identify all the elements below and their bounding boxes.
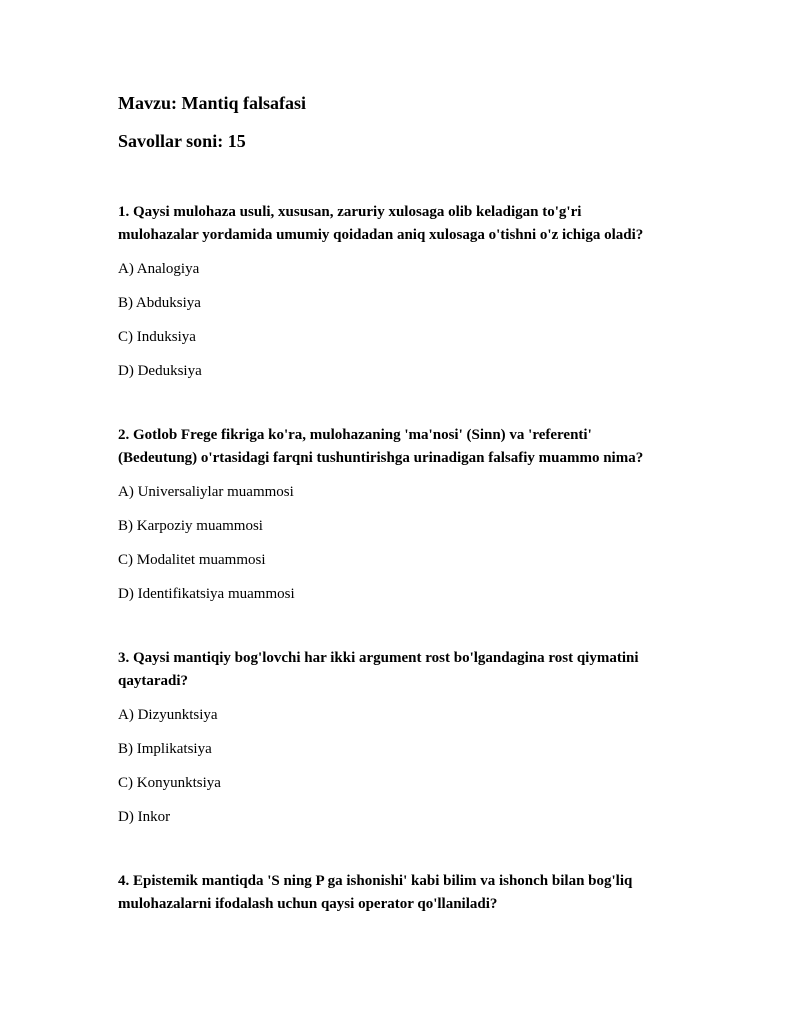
question-line: 4. Epistemik mantiqda 'S ning P ga ishonishi' kabi bilim va ishonch bilan bog'liq <box>118 873 633 889</box>
answer-option: A) Analogiya <box>118 261 200 277</box>
question-line: 3. Qaysi mantiqiy bog'lovchi har ikki argument rost bo'lgandagina rost qiymatini <box>118 650 639 666</box>
answer-option: B) Karpoziy muammosi <box>118 518 263 534</box>
answer-option: A) Universaliylar muammosi <box>118 484 294 500</box>
topic-heading: Mavzu: Mantiq falsafasi <box>118 93 306 113</box>
question-block <box>118 647 698 827</box>
question-text <box>118 201 698 247</box>
question-text <box>118 424 698 470</box>
answer-option: D) Inkor <box>118 809 171 825</box>
answer-option: B) Abduksiya <box>118 295 201 311</box>
question-line: qaytaradi? <box>118 673 189 689</box>
question-block <box>118 870 698 916</box>
question-text <box>118 647 698 693</box>
question-line: 1. Qaysi mulohaza usuli, xususan, zaruriy xulosaga olib keladigan to'g'ri <box>118 204 582 220</box>
question-block <box>118 424 698 604</box>
answer-option: D) Deduksiya <box>118 363 202 379</box>
question-line: 2. Gotlob Frege fikriga ko'ra, mulohazaning 'ma'nosi' (Sinn) va 'referenti' <box>118 427 592 443</box>
answer-option: C) Konyunktsiya <box>118 775 221 791</box>
answer-option: C) Modalitet muammosi <box>118 552 266 568</box>
answer-option: A) Dizyunktsiya <box>118 707 218 723</box>
question-line: mulohazalar yordamida umumiy qoidadan aniq xulosaga o'tishni o'z ichiga oladi? <box>118 227 644 243</box>
question-line: mulohazalarni ifodalash uchun qaysi operator qo'llaniladi? <box>118 896 498 912</box>
answer-option: D) Identifikatsiya muammosi <box>118 586 295 602</box>
answer-option: C) Induksiya <box>118 329 196 345</box>
question-line: (Bedeutung) o'rtasidagi farqni tushuntirishga urinadigan falsafiy muammo nima? <box>118 450 644 466</box>
question-count-heading: Savollar soni: 15 <box>118 131 246 151</box>
question-block <box>118 201 698 381</box>
answer-option: B) Implikatsiya <box>118 741 212 757</box>
question-text <box>118 870 698 916</box>
